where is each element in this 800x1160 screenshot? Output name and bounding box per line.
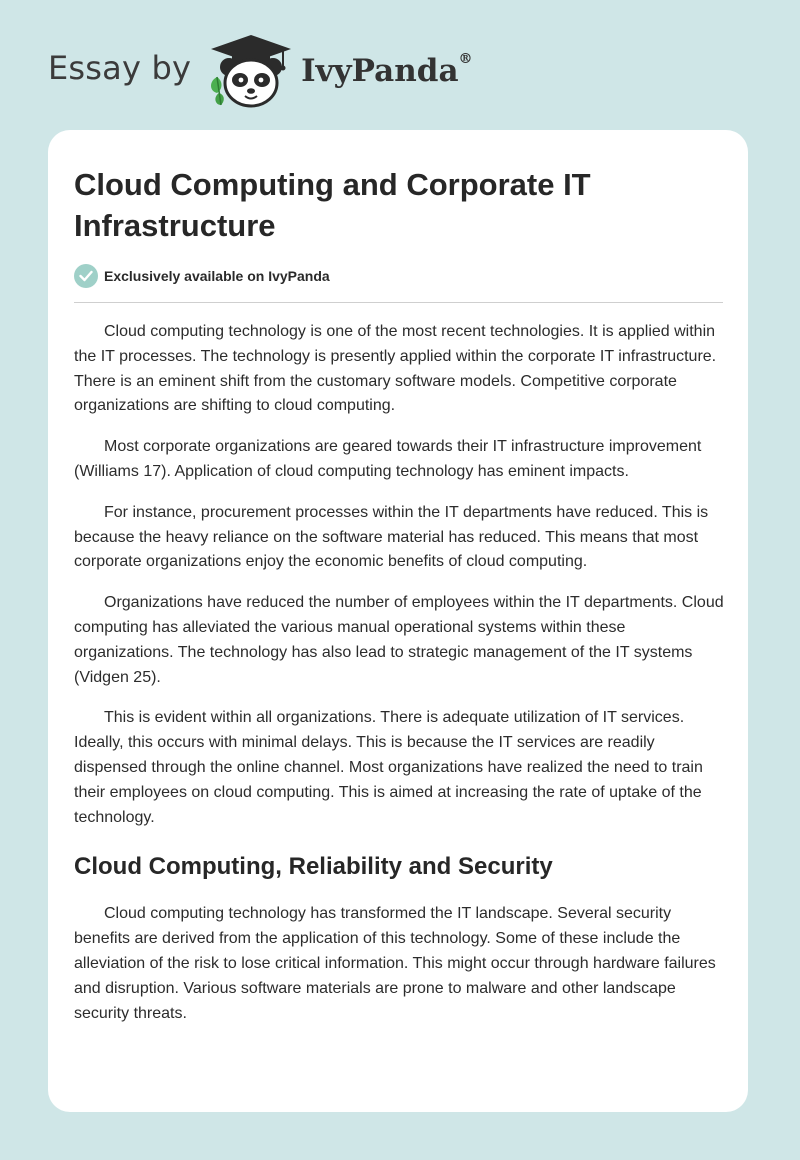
paragraph: Cloud computing technology is one of the most recent technologies. It is applied within the IT processes. The technology is presently applied within the corporate IT infrastructure. There is an eminent shift from the customary software models. Competitive corporate organizations are shifting to cloud computing. [74,323,717,415]
exclusive-badge [74,264,330,288]
brand-name: IvyPanda® [301,51,473,89]
paragraph: Cloud computing technology has transformed the IT landscape. Several security benefits are derived from the application of this technology. Some of these include the alleviation of the risk to lose critical information. This might occur through hardware failures and disruption. Various software materials are prone to malware and other landscape security threats. [74,905,716,1022]
article-card [48,130,748,1112]
site-header[interactable] [48,30,473,110]
article-body [74,320,724,1042]
panda-graduation-cap-icon [205,31,297,109]
section-heading: Cloud Computing, Reliability and Security [74,853,553,881]
registered-mark: ® [458,51,473,67]
paragraph: This is evident within all organizations. There is adequate utilization of IT services. Ideally, this occurs with minimal delays. This is because the IT services are readily dispensed through the online channel. Most organizations have realized the need to train their employees on cloud computing. This is aimed at increasing the rate of uptake of the technology. [74,709,703,826]
essay-by-label: Essay by [48,49,192,87]
check-circle-icon [74,264,98,288]
exclusive-badge-label: Exclusively available on IvyPanda [104,268,330,284]
paragraph: Most corporate organizations are geared towards their IT infrastructure improvement (Williams 17). Application of cloud computing technology has eminent impacts. [74,438,702,480]
paragraph: For instance, procurement processes within the IT departments have reduced. This is because the heavy reliance on the software material has reduced. This means that most corporate organizations enjoy the economic benefits of cloud computing. [74,503,709,571]
divider [74,302,723,303]
page-title: Cloud Computing and Corporate IT Infrastructure [74,167,591,243]
paragraph: Organizations have reduced the number of employees within the IT departments. Cloud computing has alleviated the various manual operational systems within these organizations. The technology has also lead to strategic management of the IT systems (Vidgen 25). [74,594,724,686]
